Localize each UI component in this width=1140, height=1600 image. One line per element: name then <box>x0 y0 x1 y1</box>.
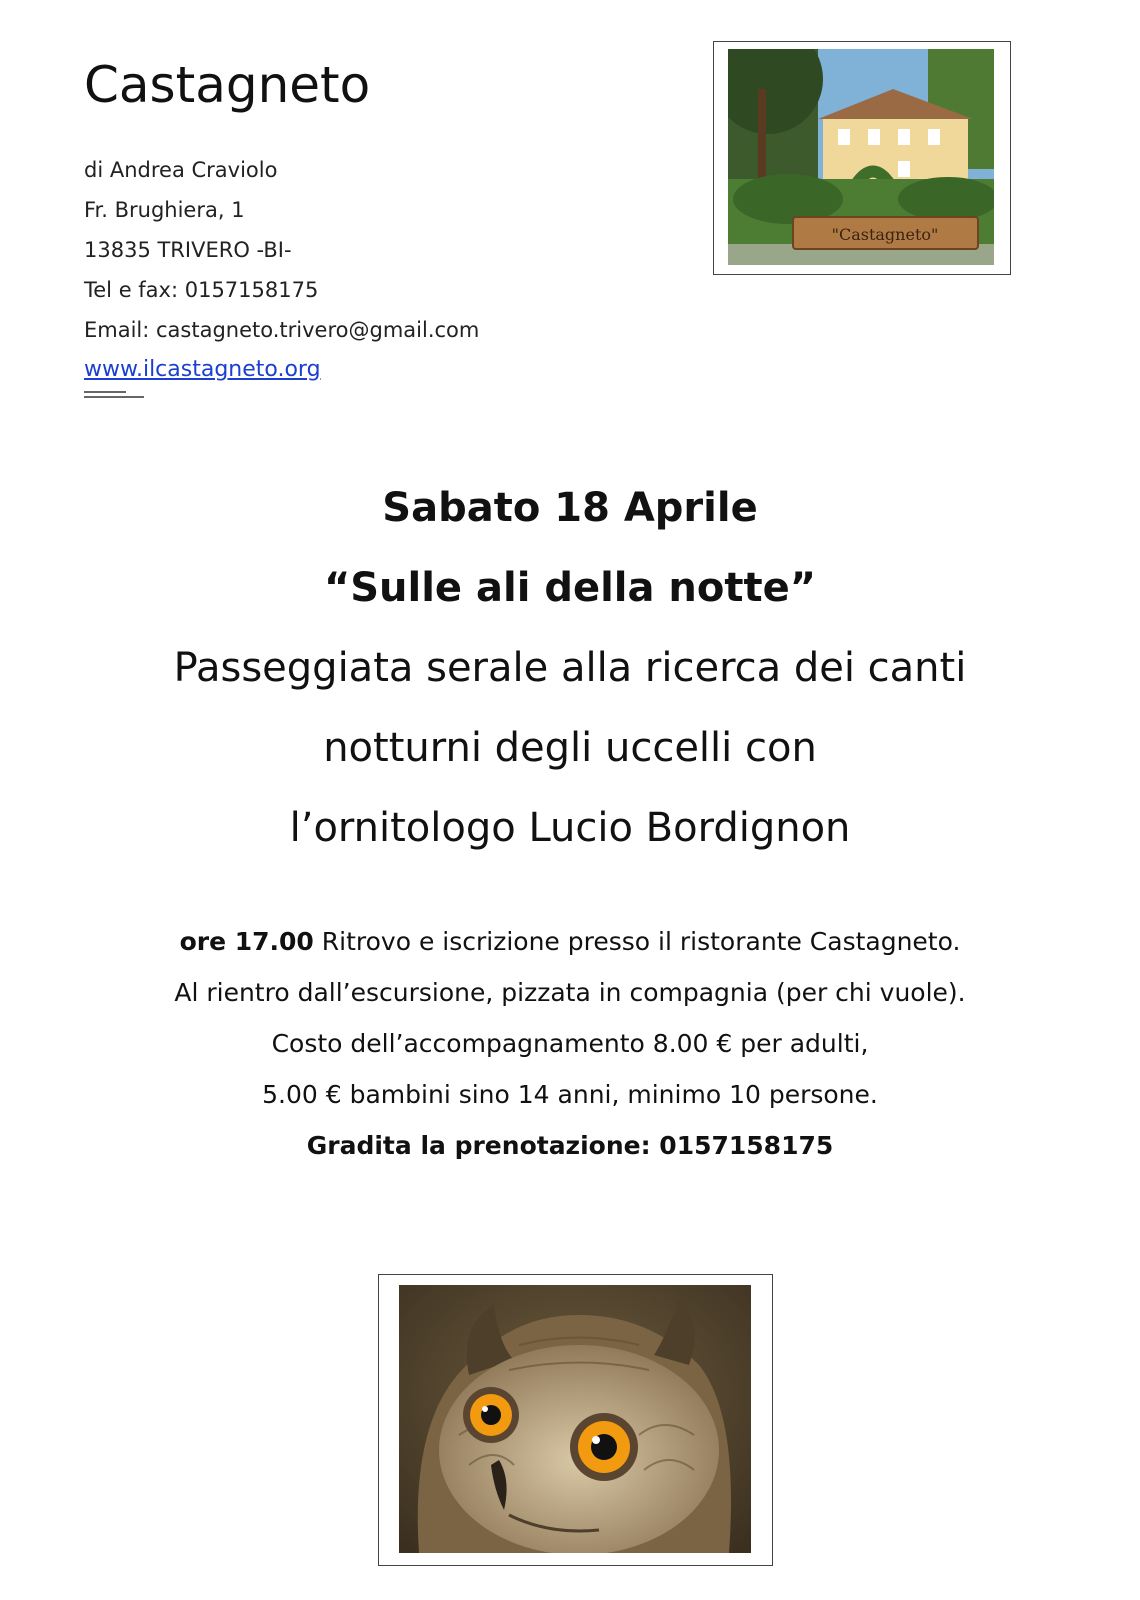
event-description-2: notturni degli uccelli con <box>323 725 817 771</box>
event-details <box>0 916 1140 1171</box>
event-date: Sabato 18 Aprile <box>382 485 758 531</box>
owl-image <box>399 1285 751 1553</box>
cost-line: Costo dell’accompagnamento 8.00 € per adulti, <box>271 1029 869 1058</box>
brand-title: Castagneto <box>84 56 371 114</box>
address-street: Fr. Brughiera, 1 <box>84 198 245 222</box>
event-description-3: l’ornitologo Lucio Bordignon <box>289 805 851 851</box>
address-city: 13835 TRIVERO -BI- <box>84 238 292 262</box>
restaurant-sign: "Castagneto" <box>831 225 939 244</box>
website-link[interactable]: www.ilcastagneto.org <box>84 357 321 382</box>
contact-block <box>84 150 479 390</box>
event-title: “Sulle ali della notte” <box>323 565 817 611</box>
event-description-1: Passeggiata serale alla ricerca dei canti <box>173 645 967 691</box>
meeting-text: Ritrovo e iscrizione presso il ristorante Castagneto. <box>313 927 961 956</box>
booking-line: Gradita la prenotazione: 0157158175 <box>306 1131 834 1160</box>
owner-line: di Andrea Craviolo <box>84 158 278 182</box>
owl-photo <box>378 1274 773 1566</box>
restaurant-photo <box>713 41 1011 275</box>
return-line: Al rientro dall’escursione, pizzata in compagnia (per chi vuole). <box>174 978 966 1007</box>
event-headline <box>0 468 1140 868</box>
email-line: Email: castagneto.trivero@gmail.com <box>84 318 480 342</box>
meeting-line <box>0 916 1140 967</box>
meeting-time: ore 17.00 <box>179 927 314 956</box>
fine-print-marks <box>84 391 144 401</box>
phone-line: Tel e fax: 0157158175 <box>84 278 319 302</box>
restaurant-photo-image <box>728 49 994 265</box>
children-cost-line: 5.00 € bambini sino 14 anni, minimo 10 persone. <box>262 1080 878 1109</box>
